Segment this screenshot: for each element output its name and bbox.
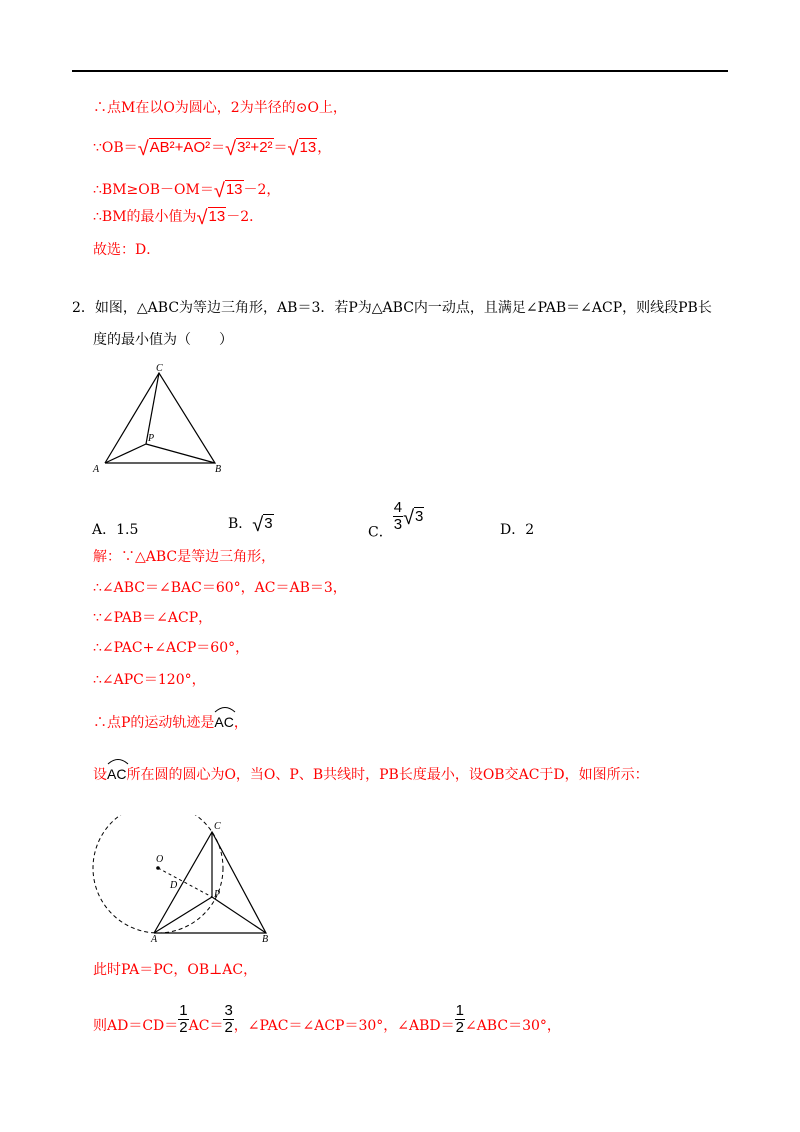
answer-line-5: 故选：D． bbox=[93, 242, 161, 258]
solution-line-4: ∴∠PAC+∠ACP＝60°， bbox=[93, 640, 250, 656]
solution-line-5: ∴∠APC＝120°， bbox=[93, 672, 206, 688]
solution-line-6: ∴点P的运动轨迹是 AC， bbox=[93, 712, 248, 733]
dashed-segment-ob bbox=[158, 868, 212, 897]
arc-ac-notation: AC bbox=[214, 712, 233, 732]
center-point-o bbox=[156, 866, 160, 870]
solution-line-7: 设 AC所在圆的圆心为O，当O、P、B共线时，PB长度最小，设OB交AC于D，如图所示： bbox=[93, 764, 649, 785]
fraction-3-2: $\frac{3}{2}$ bbox=[224, 1002, 233, 1036]
answer-line-2: ∵OB＝√AB²+AO²＝√3²+2²＝√13， bbox=[93, 138, 332, 160]
sqrt-expression-3: √13 bbox=[287, 138, 317, 160]
circle-triangle-figure-2 bbox=[88, 815, 288, 947]
label-p: P bbox=[148, 433, 155, 444]
option-b: B．√3 bbox=[228, 514, 273, 536]
label-a: A bbox=[93, 464, 100, 475]
label-c: C bbox=[156, 363, 163, 374]
solution-line-2: ∴∠ABC＝∠BAC＝60°，AC＝AB＝3， bbox=[93, 580, 347, 596]
fraction-4-3: $\frac{4}{3}$ bbox=[393, 499, 403, 533]
sqrt-13: √13 bbox=[196, 207, 226, 229]
fraction-1-2: $\frac{1}{2}$ bbox=[455, 1002, 464, 1036]
label-p: P bbox=[214, 889, 221, 900]
fraction-1-2: $\frac{1}{2}$ bbox=[179, 1002, 188, 1036]
sqrt-13: √13 bbox=[213, 180, 243, 202]
sqrt-3: √3 bbox=[403, 506, 424, 529]
question-text-line-2: 度的最小值为（ ） bbox=[93, 332, 233, 348]
sqrt-expression-2: √3²+2² bbox=[225, 138, 273, 160]
label-c: C bbox=[214, 821, 221, 832]
option-d: D．2 bbox=[500, 522, 535, 538]
sqrt-3: √3 bbox=[252, 514, 273, 536]
label-b: B bbox=[262, 934, 269, 945]
answer-line-3: ∴BM≥OB－OM＝√13－2， bbox=[93, 180, 281, 202]
dashed-circle-o bbox=[93, 815, 223, 933]
header-rule bbox=[72, 70, 728, 72]
option-c: C． $\frac{4}{3}$ √3 bbox=[368, 499, 424, 541]
solution-line-8: 此时PA＝PC，OB⊥AC， bbox=[93, 962, 258, 978]
option-a: A．1.5 bbox=[92, 522, 139, 538]
triangle-figure-1 bbox=[88, 362, 238, 477]
arc-ac-notation: AC bbox=[107, 764, 126, 784]
label-b: B bbox=[215, 464, 222, 475]
solution-line-3: ∵∠PAB＝∠ACP， bbox=[93, 610, 213, 626]
solution-line-9: 则AD＝CD＝ $\frac{1}{2}$ AC＝ $\frac{3}{2}$ ，∠PAC＝∠ACP＝30°，∠ABD＝ $\frac{1}{2}$ ∠ABC＝30°， bbox=[93, 1002, 561, 1036]
label-a: A bbox=[151, 934, 158, 945]
triangle-abc-edges bbox=[105, 373, 215, 463]
solution-line-1: 解：∵△ABC是等边三角形， bbox=[93, 549, 276, 565]
label-d: D bbox=[170, 880, 178, 891]
sqrt-expression-1: √AB²+AO² bbox=[137, 138, 211, 160]
answer-line-1: ∴点M在以O为圆心，2为半径的⊙O上， bbox=[93, 100, 347, 116]
answer-line-4: ∴BM的最小值为√13－2． bbox=[93, 207, 264, 229]
question-text-line-1: 2．如图，△ABC为等边三角形，AB＝3．若P为△ABC内一动点，且满足∠PAB＝∠ACP，则线段PB长 bbox=[72, 300, 712, 316]
label-o: O bbox=[156, 854, 164, 865]
segment-bp bbox=[212, 897, 266, 933]
